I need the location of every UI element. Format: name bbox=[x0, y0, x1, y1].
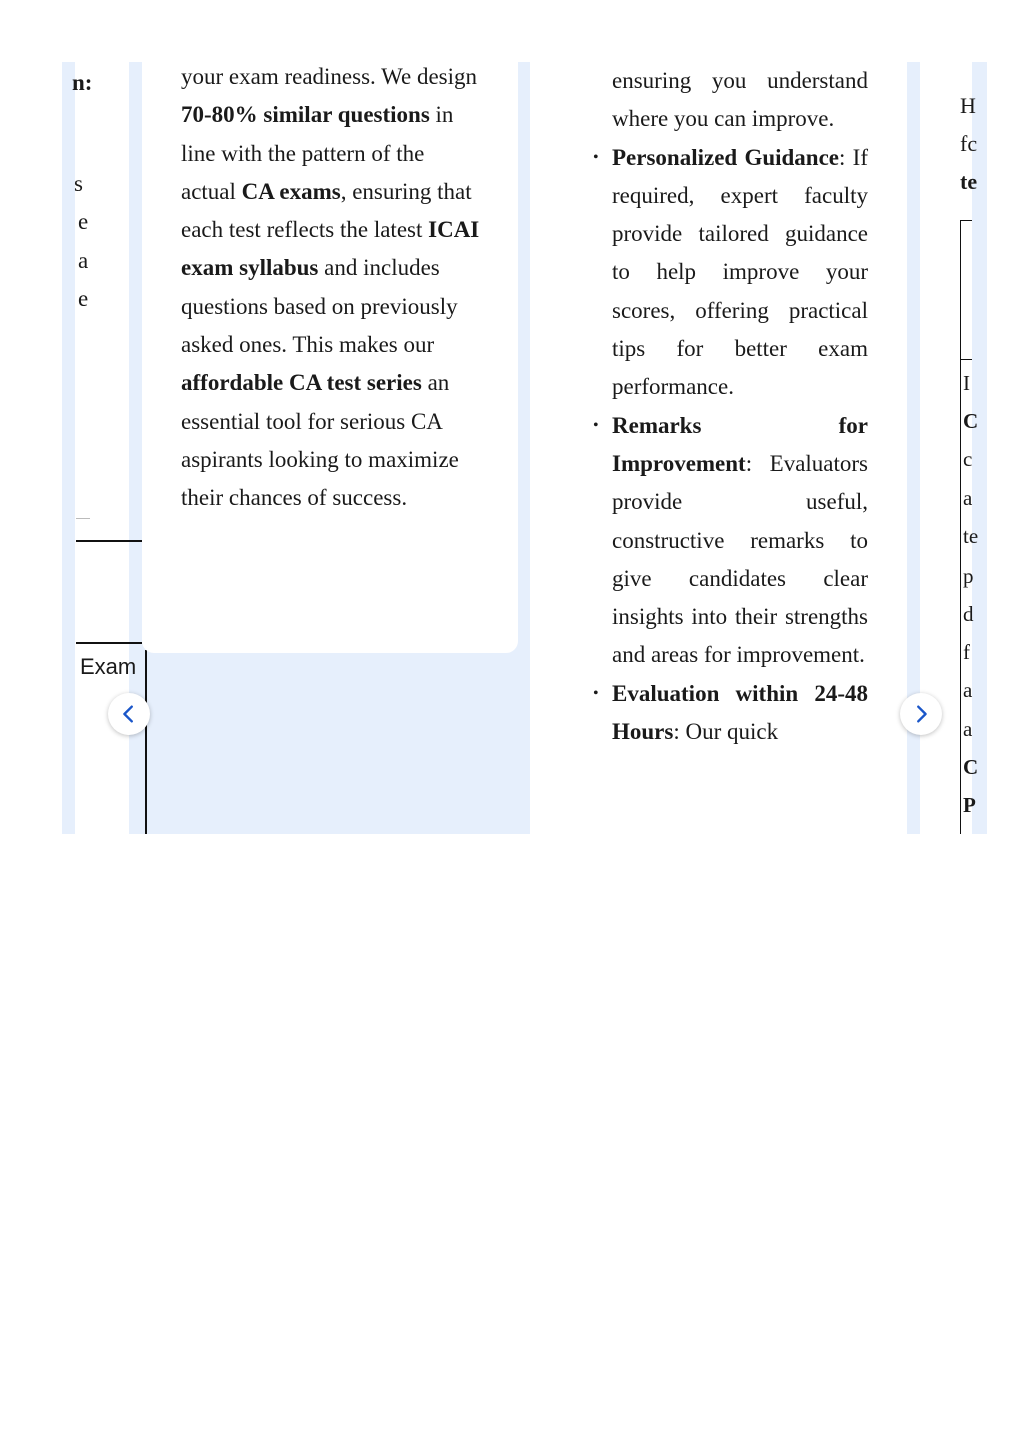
column-intro: ensuring you understand where you can improve. bbox=[612, 68, 868, 132]
left-fragment-line: a bbox=[78, 248, 89, 273]
table-cell-fragment: P bbox=[963, 793, 976, 817]
feature-text: : Our quick bbox=[673, 719, 779, 745]
table-cell-fragment: te bbox=[963, 524, 979, 548]
card-text: , ensuring that each test reflects the latest bbox=[181, 178, 472, 243]
card-text: your exam readiness. We design bbox=[181, 64, 478, 89]
table-rule bbox=[76, 540, 142, 542]
carousel-next-button[interactable] bbox=[900, 693, 942, 735]
table-border bbox=[145, 650, 147, 834]
features-list bbox=[612, 139, 868, 752]
table-rule bbox=[76, 642, 142, 644]
chevron-left-icon bbox=[118, 703, 140, 725]
table-cell-fragment: f bbox=[963, 640, 970, 664]
left-fragment-line: n: bbox=[72, 70, 93, 95]
card-highlight: 70-80% similar questions bbox=[181, 102, 430, 128]
card-text: and includes questions based on previously asked ones. This makes our bbox=[181, 255, 458, 358]
list-item bbox=[612, 407, 868, 675]
feature-title: Evaluation within 24-48 Hours bbox=[612, 680, 868, 745]
feature-title: Remarks for Improvement bbox=[612, 412, 868, 476]
features-column bbox=[612, 62, 868, 751]
table-cell-fragment: d bbox=[963, 602, 974, 626]
table-rule bbox=[76, 518, 90, 519]
table-cell-fragment: c bbox=[963, 447, 973, 471]
table-cell-fragment: a bbox=[963, 678, 973, 702]
card-highlight: CA exams bbox=[241, 178, 341, 204]
table-cell-fragment: I bbox=[963, 371, 970, 395]
left-fragment-line: s bbox=[74, 171, 83, 196]
table-cell-fragment: a bbox=[963, 486, 973, 510]
test-series-card bbox=[142, 62, 518, 653]
feature-title: Personalized Guidance bbox=[612, 144, 840, 170]
card-text: in line with the pattern of the actual bbox=[181, 102, 454, 204]
right-fragment-line: H bbox=[960, 93, 976, 118]
carousel-prev-button[interactable] bbox=[108, 693, 150, 735]
card-highlight: ICAI exam syllabus bbox=[181, 217, 480, 281]
right-fragment-line: te bbox=[960, 169, 978, 194]
list-item bbox=[612, 675, 868, 752]
card-paragraph bbox=[181, 62, 480, 518]
feature-text: : Evaluators provide useful, constructive remarks to give candidates clear insights into their strengths and areas for improvement. bbox=[612, 450, 868, 668]
left-fragment-line: e bbox=[78, 286, 89, 311]
table-border bbox=[960, 220, 961, 834]
table-cell-fragment: p bbox=[963, 564, 974, 588]
table-rule bbox=[960, 359, 972, 360]
table-rule bbox=[960, 220, 972, 221]
table-cell-fragment: C bbox=[963, 409, 979, 433]
table-cell-fragment: C bbox=[963, 755, 979, 779]
right-fragment-line: fc bbox=[960, 131, 978, 156]
card-text: an essential tool for serious CA aspirants looking to maximize their chances of success. bbox=[181, 370, 459, 511]
carousel bbox=[62, 62, 987, 834]
left-fragment-line: e bbox=[78, 209, 89, 234]
card-highlight: affordable CA test series bbox=[181, 370, 422, 396]
table-cell-fragment: a bbox=[963, 717, 973, 741]
feature-text: : If required, expert faculty provide tailored guidance to help improve your scores, offering practical tips for better exam performance. bbox=[612, 144, 868, 400]
table-cell-exam: Exam bbox=[80, 654, 137, 679]
chevron-right-icon bbox=[910, 703, 932, 725]
list-item bbox=[612, 139, 868, 407]
